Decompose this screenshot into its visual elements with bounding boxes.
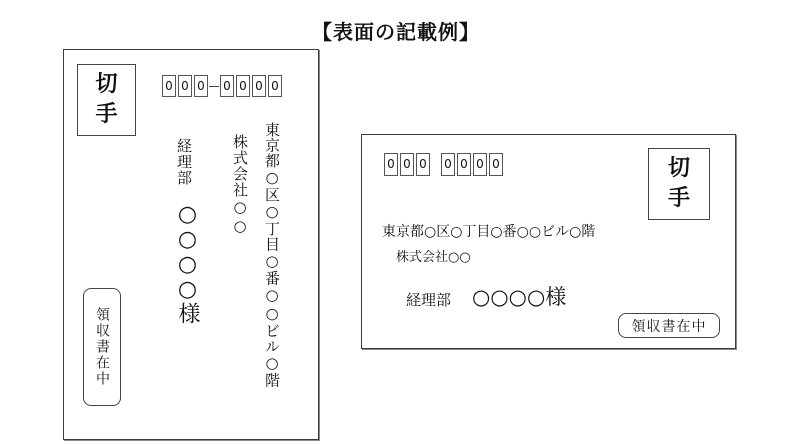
department-text: 経理部: [406, 291, 452, 309]
company-text: 株式会社○○: [396, 250, 471, 265]
address-text: 東京都○区○丁目○番○○ビル○階: [382, 224, 596, 240]
zip-digit-box: 0: [268, 75, 282, 97]
recipient-text: ○○○○様: [472, 285, 567, 309]
stamp-char: 切: [667, 156, 690, 181]
company-text: 株式会社○○: [231, 134, 249, 236]
zip-digit-box: 0: [162, 75, 176, 97]
zip-digit-box: 0: [400, 153, 414, 176]
zip-digit-box: 0: [489, 153, 503, 176]
department-text: 経理部: [175, 138, 193, 186]
page-title: 【表面の記載例】: [312, 20, 480, 44]
vertical-envelope: [63, 49, 319, 440]
enclosure-note: 領収書在中: [618, 313, 720, 338]
stamp-char: 手: [667, 186, 690, 211]
zip-digit-box: 0: [457, 153, 471, 176]
enclosure-note: 領収書在中: [83, 288, 121, 406]
address-text: 東京都○区○丁目○番○○ビル○階: [263, 122, 281, 388]
zip-digit-box: 0: [178, 75, 192, 97]
zip-hyphen: [209, 86, 219, 87]
stamp-box: [77, 64, 136, 136]
zip-digit-box: 0: [416, 153, 430, 176]
postal-code: [162, 75, 284, 97]
stamp-char: 切: [95, 72, 118, 97]
zip-digit-box: 0: [473, 153, 487, 176]
horizontal-envelope: [361, 134, 736, 349]
zip-digit-box: 0: [384, 153, 398, 176]
stamp-box: [648, 148, 710, 220]
zip-digit-box: 0: [220, 75, 234, 97]
postal-code: [384, 153, 505, 176]
zip-digit-box: 0: [194, 75, 208, 97]
zip-digit-box: 0: [236, 75, 250, 97]
zip-digit-box: 0: [252, 75, 266, 97]
recipient-text: ○○○○様: [175, 202, 200, 324]
stamp-char: 手: [95, 102, 118, 127]
zip-digit-box: 0: [441, 153, 455, 176]
